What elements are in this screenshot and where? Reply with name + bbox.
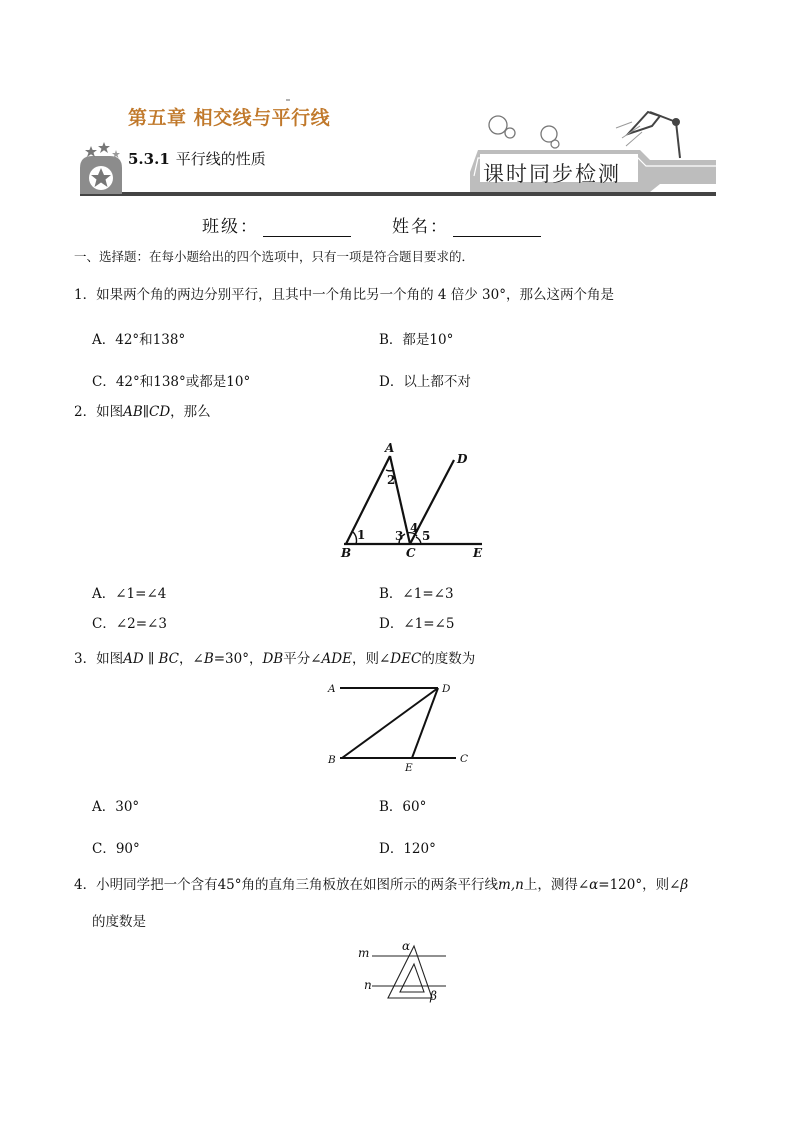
q4-stem-c: =120°，则∠: [598, 877, 681, 893]
section-instructions: 一、选择题：在每小题给出的四个选项中，只有一项是符合题目要求的．: [74, 249, 475, 264]
bubble: [505, 128, 515, 138]
q3-option-a[interactable]: A．30°: [92, 799, 140, 815]
label-C: C: [460, 753, 469, 765]
section-title: 平行线的性质: [175, 150, 266, 168]
q3-stem-math4: ADE: [321, 651, 352, 667]
header-decoration: [0, 0, 794, 200]
q4-stem-math: m,n: [498, 877, 524, 893]
q2-option-c[interactable]: C．∠2=∠3: [92, 616, 167, 632]
q3-stem-mid3: 平分∠: [283, 651, 322, 667]
name-label: 姓名：: [392, 217, 449, 237]
q4-stem-alpha: α: [589, 877, 599, 893]
label-5: 5: [422, 529, 431, 543]
question-1-stem: 1．如果两个角的两边分别平行，且其中一个角比另一个角的 4 倍少 30°，那么这两个角是: [74, 287, 614, 303]
label-3: 3: [395, 529, 404, 543]
name-blank[interactable]: [453, 218, 541, 237]
q2-figure: [336, 440, 496, 564]
label-A: A: [385, 441, 395, 455]
name-field: [392, 212, 541, 237]
q3-stem-mid4: ，则∠: [351, 651, 391, 667]
label-D: D: [442, 683, 451, 695]
label-E: E: [405, 762, 413, 774]
q2-stem-math: AB∥CD: [123, 404, 171, 420]
label-n: n: [364, 978, 372, 992]
q1-option-b[interactable]: B．都是10°: [379, 332, 454, 348]
q4-figure: [352, 936, 452, 1008]
q2-option-a[interactable]: A．∠1=∠4: [92, 586, 167, 602]
star-badge-icon: [80, 142, 122, 194]
bubble: [489, 116, 507, 134]
label-2: 2: [387, 473, 396, 487]
q3-figure: [324, 678, 474, 774]
q1-option-d[interactable]: D．以上都不对: [379, 374, 471, 390]
label-alpha: α: [402, 939, 411, 953]
q3-stem-mid1: ，∠: [179, 651, 204, 667]
q3-option-d[interactable]: D．120°: [379, 841, 436, 857]
banner-title: 课时同步检测: [483, 162, 621, 186]
section-heading: [128, 148, 266, 169]
class-label: 班级：: [202, 217, 259, 237]
label-E: E: [473, 546, 483, 560]
q1-option-c[interactable]: C．42°和138°或都是10°: [92, 374, 251, 390]
q2-option-b[interactable]: B．∠1=∠3: [379, 586, 454, 602]
q3-stem-math2: B: [203, 651, 214, 667]
question-2-stem: [74, 403, 211, 421]
label-beta: β: [430, 989, 437, 1003]
label-A: A: [328, 683, 336, 695]
q3-stem-math5: DEC: [390, 651, 422, 667]
q3-stem-prefix: 3．如图: [74, 651, 124, 667]
q4-stem-b: 上，测得∠: [523, 877, 590, 893]
question-4-stem-line1: [74, 876, 688, 894]
q3-stem-math1: AD ∥ BC: [123, 651, 179, 667]
label-B: B: [341, 546, 352, 560]
q1-option-a[interactable]: A．42°和138°: [92, 332, 186, 348]
q2-stem-prefix: 2．如图: [74, 404, 124, 420]
q3-option-c[interactable]: C．90°: [92, 841, 140, 857]
label-m: m: [358, 946, 370, 960]
class-blank[interactable]: [263, 218, 351, 237]
class-field: [202, 212, 351, 237]
label-4: 4: [410, 521, 419, 535]
label-B: B: [328, 754, 336, 766]
q3-stem-mid2: =30°，: [213, 651, 263, 667]
q2-option-d[interactable]: D．∠1=∠5: [379, 616, 455, 632]
bubble: [551, 140, 559, 148]
q4-stem-beta: β: [680, 877, 689, 893]
question-3-stem: [74, 650, 475, 668]
label-C: C: [406, 546, 416, 560]
q3-stem-math3: DB: [262, 651, 284, 667]
q4-stem-a: 4．小明同学把一个含有45°角的直角三角板放在如图所示的两条平行线: [74, 877, 499, 893]
question-4-stem-line2: 的度数是: [92, 914, 146, 930]
label-1: 1: [357, 528, 366, 542]
section-number: 5.3.1: [128, 150, 170, 168]
q3-stem-suffix: 的度数为: [421, 651, 476, 667]
q2-stem-suffix: ，那么: [170, 404, 211, 420]
label-D: D: [457, 452, 468, 466]
chapter-title: 第五章 相交线与平行线: [128, 107, 331, 129]
q3-option-b[interactable]: B．60°: [379, 799, 427, 815]
